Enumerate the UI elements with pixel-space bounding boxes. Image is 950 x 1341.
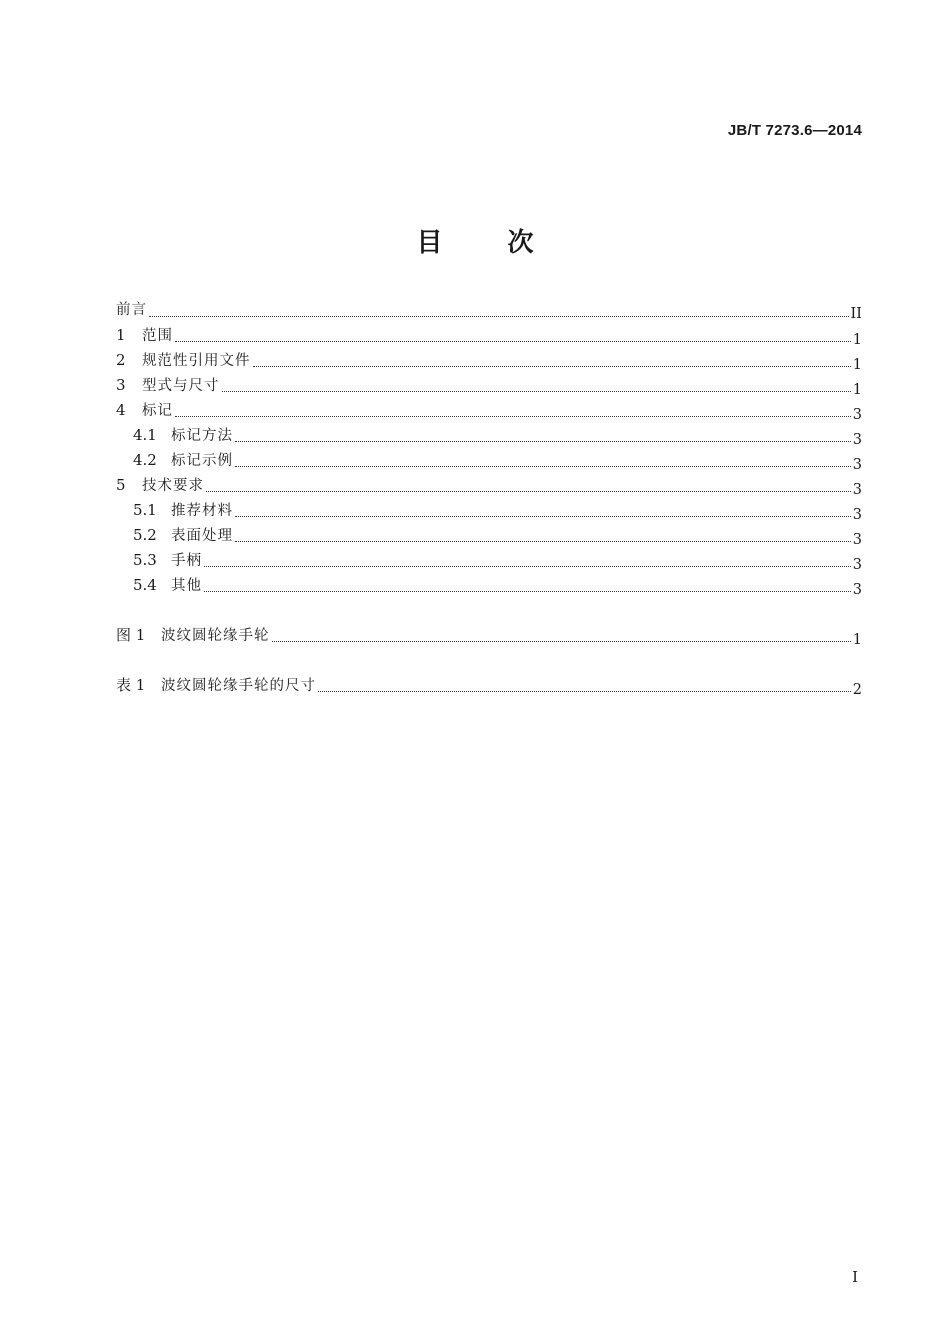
page-number: I bbox=[852, 1268, 858, 1286]
toc-entry-2[interactable] bbox=[116, 348, 862, 373]
toc-entry-5-2[interactable] bbox=[116, 523, 862, 548]
toc-table-number: 表 1 bbox=[116, 676, 146, 694]
toc-table-text: 波纹圆轮缘手轮的尺寸 bbox=[161, 678, 316, 694]
toc-entry-3[interactable] bbox=[116, 373, 862, 398]
toc-figure-number: 图 1 bbox=[116, 626, 146, 644]
toc-entry-5[interactable] bbox=[116, 473, 862, 498]
toc-entry-number: 4.2 bbox=[133, 451, 157, 469]
toc-entry-text: 标记方法 bbox=[171, 428, 233, 444]
toc-leader-dots bbox=[253, 365, 851, 367]
toc-entry-text: 表面处理 bbox=[171, 528, 233, 544]
toc-entry-5-3[interactable] bbox=[116, 548, 862, 573]
toc-entry-page: 1 bbox=[852, 382, 862, 398]
toc-entry-number: 5.1 bbox=[133, 501, 157, 519]
toc-leader-dots bbox=[222, 390, 851, 392]
toc-leader-dots bbox=[204, 590, 851, 592]
toc-entry-4-1[interactable] bbox=[116, 423, 862, 448]
toc-entry-text: 范围 bbox=[142, 328, 173, 344]
toc-entry-number: 4 bbox=[116, 401, 126, 419]
toc-leader-dots bbox=[235, 440, 851, 442]
toc-leader-dots bbox=[235, 465, 851, 467]
toc-table-1[interactable] bbox=[116, 673, 862, 698]
toc-leader-dots bbox=[206, 490, 851, 492]
title-char-1: 目 bbox=[416, 228, 443, 258]
toc-figure-text: 波纹圆轮缘手轮 bbox=[161, 628, 270, 644]
toc-entry-text: 技术要求 bbox=[142, 478, 204, 494]
toc-entry-number: 5.3 bbox=[133, 551, 157, 569]
toc-entry-number: 4.1 bbox=[133, 426, 157, 444]
page-title bbox=[0, 222, 950, 259]
toc-entry-text: 规范性引用文件 bbox=[142, 353, 251, 369]
toc-entry-page: 3 bbox=[852, 557, 862, 573]
toc-entry-text: 前言 bbox=[116, 302, 147, 318]
toc-entry-text: 型式与尺寸 bbox=[142, 378, 220, 394]
toc-figure-1[interactable] bbox=[116, 623, 862, 648]
toc-entry-page: 3 bbox=[852, 457, 862, 473]
toc-entry-page: 3 bbox=[852, 582, 862, 598]
table-of-contents bbox=[116, 298, 862, 698]
toc-figure-page: 1 bbox=[852, 632, 862, 648]
standard-number: JB/T 7273.6—2014 bbox=[727, 122, 862, 139]
toc-leader-dots bbox=[272, 640, 851, 642]
toc-entry-5-4[interactable] bbox=[116, 573, 862, 598]
toc-entry-number: 5 bbox=[116, 476, 126, 494]
toc-entry-4[interactable] bbox=[116, 398, 862, 423]
toc-entry-text: 其他 bbox=[171, 578, 202, 594]
toc-entry-page: 3 bbox=[852, 532, 862, 548]
toc-leader-dots bbox=[175, 415, 851, 417]
toc-entry-page: 3 bbox=[852, 507, 862, 523]
toc-entry-page: 3 bbox=[852, 432, 862, 448]
toc-leader-dots bbox=[149, 315, 849, 317]
toc-entry-4-2[interactable] bbox=[116, 448, 862, 473]
toc-entry-page: 3 bbox=[852, 407, 862, 423]
toc-entry-page: II bbox=[850, 306, 862, 322]
toc-leader-dots bbox=[175, 340, 851, 342]
toc-entry-page: 1 bbox=[852, 332, 862, 348]
toc-leader-dots bbox=[235, 515, 851, 517]
toc-leader-dots bbox=[318, 690, 851, 692]
toc-entry-number: 5.2 bbox=[133, 526, 157, 544]
toc-entry-text: 标记 bbox=[142, 403, 173, 419]
toc-leader-dots bbox=[204, 565, 851, 567]
title-char-2: 次 bbox=[507, 228, 534, 258]
toc-entry-page: 3 bbox=[852, 482, 862, 498]
toc-table-page: 2 bbox=[852, 682, 862, 698]
toc-entry-number: 3 bbox=[116, 376, 126, 394]
toc-entry-text: 手柄 bbox=[171, 553, 202, 569]
toc-entry-number: 1 bbox=[116, 326, 126, 344]
toc-entry-number: 2 bbox=[116, 351, 126, 369]
toc-entry-text: 标记示例 bbox=[171, 453, 233, 469]
toc-entry-1[interactable] bbox=[116, 323, 862, 348]
toc-entry-5-1[interactable] bbox=[116, 498, 862, 523]
toc-entry-foreword[interactable] bbox=[116, 298, 862, 323]
toc-leader-dots bbox=[235, 540, 851, 542]
toc-entry-page: 1 bbox=[852, 357, 862, 373]
toc-entry-text: 推荐材料 bbox=[171, 503, 233, 519]
toc-entry-number: 5.4 bbox=[133, 576, 157, 594]
